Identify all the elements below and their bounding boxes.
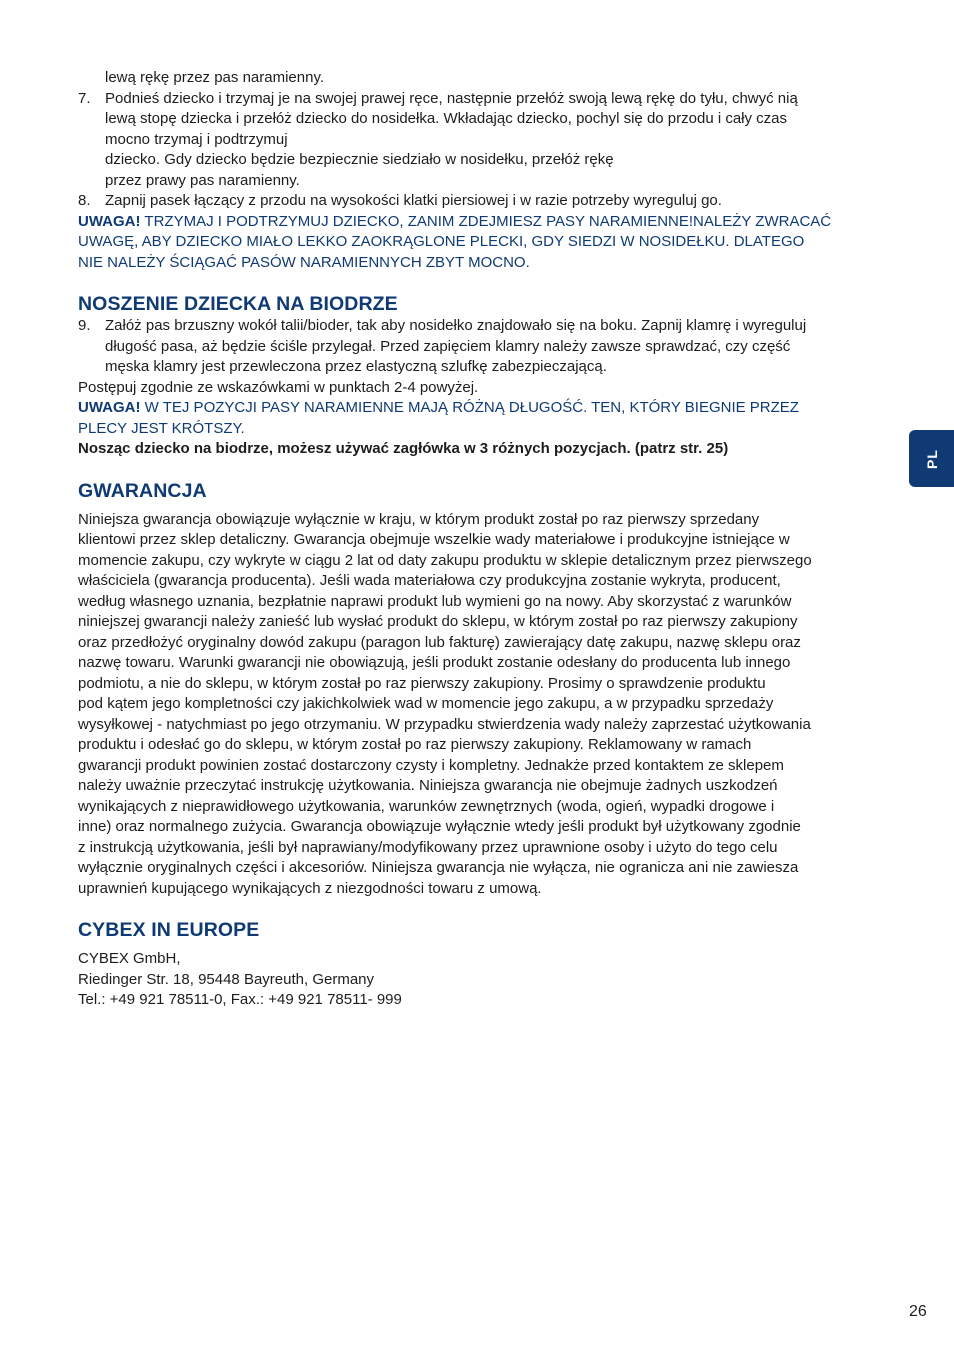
paragraph-line: pod kątem jego kompletności czy jakichkolwiek wad w momencie jego zakupu, a w przypadku sprzedaży [78, 695, 774, 712]
paragraph-line: wynikających z nieprawidłowego użytkowania, warunków zewnętrznych (woda, ogień, wypadki drogowe i [78, 797, 775, 815]
warning-line: W TEJ POZYCJI PASY NARAMIENNE MAJĄ RÓŻNĄ DŁUGOŚĆ. TEN, KTÓRY BIEGNIE PRZEZ [144, 399, 799, 416]
warning-label: UWAGA! [78, 212, 141, 230]
item-number: 7. [78, 89, 91, 107]
address-line: CYBEX GmbH, [78, 950, 181, 967]
item-number: 8. [78, 192, 91, 209]
paragraph-line: uprawnień kupującego wynikających z niezgodności towaru z umową. [78, 879, 542, 897]
warning-line: NIE NALEŻY ŚCIĄGAĆ PASÓW NARAMIENNYCH ZBYT MOCNO. [78, 253, 530, 271]
paragraph-line: momencie zakupu, czy wykryte w ciągu 2 lat od daty zakupu produktu w sklepie detalicznym przez pierwszego [78, 551, 812, 569]
item-line: długość pasa, aż będzie ściśle przylegał. Przed zapięciem klamry należy zawsze sprawdzać, czy część [105, 337, 791, 355]
list-item-7 [78, 89, 880, 192]
company-address [78, 949, 880, 1011]
item-line: Zapnij pasek łączący z przodu na wysokości klatki piersiowej i w razie potrzeby wyreguluj go. [105, 192, 722, 209]
warranty-paragraph [78, 510, 880, 900]
paragraph-line: należy uważnie przeczytać instrukcję użytkowania. Niniejsza gwarancja nie obejmuje żadnych uszkodzeń [78, 777, 778, 794]
list-item-9 [78, 316, 880, 378]
address-line: Riedinger Str. 18, 95448 Bayreuth, Germany [78, 970, 375, 988]
warning-line: UWAGĘ, ABY DZIECKO MIAŁO LEKKO ZAOKRĄGLONE PLECKI, GDY SIEDZI W NOSIDEŁKU. DLATEGO [78, 233, 805, 250]
paragraph-line: Niniejsza gwarancja obowiązuje wyłącznie w kraju, w którym produkt został po raz pierwszy sprzedany [78, 510, 760, 528]
paragraph-line: właściciela (gwarancja producenta). Jeśli wada materiałowa czy produkcyjna zostanie wykryta, producent, [78, 572, 781, 589]
item-number: 9. [78, 317, 91, 334]
paragraph-line: z instrukcją użytkowania, jeśli był naprawiany/modyfikowany przez uprawnione osoby i użyto do tego celu [78, 838, 778, 856]
item-line: Podnieś dziecko i trzymaj je na swojej prawej ręce, następnie przełóż swoją lewą rękę do tyłu, chwyć nią [105, 89, 798, 107]
warning-block [78, 212, 880, 274]
item-line: lewą stopę dziecka i przełóż dziecko do nosidełka. Wkładając dziecko, pochyl się do przodu i cały czas [105, 110, 788, 127]
paragraph-line: inne) oraz normalnego zużycia. Gwarancja obowiązuje wyłącznie wtedy jeśli produkt był użytkowany zgodnie [78, 818, 801, 835]
section-heading-hip: NOSZENIE DZIECKA NA BIODRZE [78, 293, 398, 315]
page-content [78, 68, 880, 1011]
paragraph-line: wyłącznie oryginalnych części i akcesoriów. Niniejsza gwarancja nie wyłącza, nie ogranicza ani nie zawiesza [78, 859, 799, 876]
paragraph-line: nazwę towaru. Warunki gwarancji nie obowiązują, jeśli produkt zostanie odesłany do producenta lub innego [78, 654, 791, 671]
paragraph-line: podmiotu, a nie do sklepu, w którym został po raz pierwszy zakupiony. Prosimy o sprawdzenie produktu [78, 674, 766, 692]
paragraph-line: oraz przedłożyć oryginalny dowód zakupu (paragon lub fakturę) zawierający datę zakupu, nazwę sklepu oraz [78, 633, 801, 651]
item-line: męska klamry jest przewleczona przez elastyczną szlufkę zabezpieczającą. [105, 358, 607, 375]
paragraph-line: niniejszej gwarancji należy zanieść lub wysłać produkt do sklepu, w którym został po raz pierwszy zakupiony [78, 613, 798, 630]
item-line: dziecko. Gdy dziecko będzie bezpiecznie siedziało w nosidełku, przełóż rękę [105, 151, 614, 168]
page-number: 26 [909, 1303, 927, 1320]
paragraph-line: klientowi przez sklep detaliczny. Gwarancja obejmuje wszelkie wady materiałowe i produkcyjne istniejące w [78, 531, 790, 548]
list-item-8 [78, 191, 880, 212]
paragraph-line: gwarancji produkt powinien zostać dostarczony czysty i kompletny. Jednakże przed kontaktem ze sklepem [78, 756, 784, 774]
section-heading-europe: CYBEX IN EUROPE [78, 919, 260, 941]
warning-line: TRZYMAJ I PODTRZYMUJ DZIECKO, ZANIM ZDEJMIESZ PASY NARAMIENNE!NALEŻY ZWRACAĆ [144, 212, 832, 230]
item-line: mocno trzymaj i podtrzymuj [105, 130, 288, 148]
continued-line: lewą rękę przez pas naramienny. [105, 69, 324, 86]
section-heading-warranty: GWARANCJA [78, 479, 207, 502]
headrest-note: Nosząc dziecko na biodrze, możesz używać zagłówka w 3 różnych pozycjach. (patrz str. 25) [78, 440, 729, 457]
item-line: przez prawy pas naramienny. [105, 171, 300, 189]
paragraph-line: wysyłkowej - natychmiast po jego otrzymaniu. W przypadku stwierdzenia wady należy zaprzestać użytkowania [78, 715, 811, 733]
paragraph-line: produktu i odesłać go do sklepu, w którym został po raz pierwszy zakupiony. Reklamowany w ramach [78, 736, 752, 753]
warning-block [78, 398, 880, 439]
warning-line: PLECY JEST KRÓTSZY. [78, 419, 245, 437]
item-line: Załóż pas brzuszny wokół talii/bioder, tak aby nosidełko znajdowało się na boku. Zapnij klamrę i wyreguluj [105, 317, 807, 334]
paragraph-line: według własnego uznania, bezpłatnie naprawi produkt lub wymieni go na nowy. Aby skorzystać z warunków [78, 592, 792, 610]
warning-label: UWAGA! [78, 399, 141, 416]
instruction-text: Postępuj zgodnie ze wskazówkami w punktach 2-4 powyżej. [78, 378, 479, 396]
address-line: Tel.: +49 921 78511-0, Fax.: +49 921 78511- 999 [78, 991, 402, 1008]
language-tab [909, 430, 954, 487]
language-tab-label: PL [923, 448, 940, 469]
